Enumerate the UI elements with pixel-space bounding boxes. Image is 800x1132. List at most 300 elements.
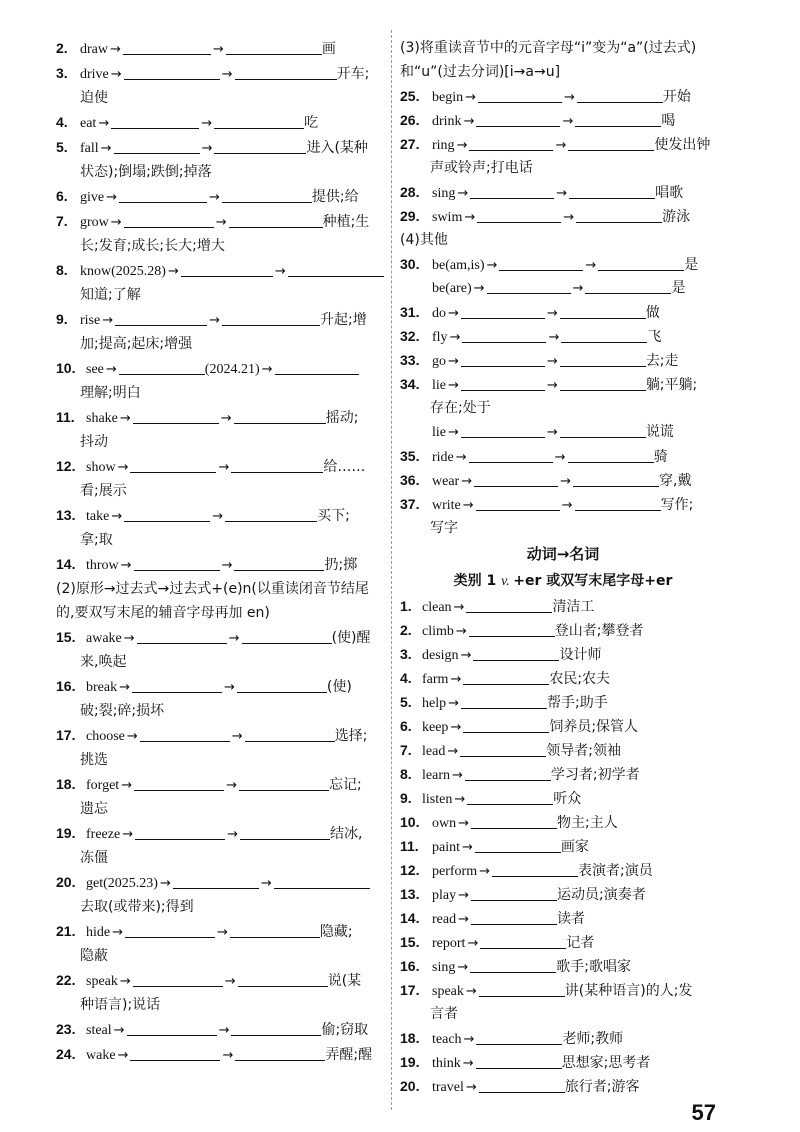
verb-entry: [400, 444, 726, 468]
base-form: draw: [80, 42, 108, 57]
base-form: forget: [86, 778, 120, 793]
arrow-icon: →: [212, 509, 224, 524]
answer-blank[interactable]: [124, 63, 220, 80]
verb-entry: [400, 930, 726, 954]
meaning: 清洁工: [552, 599, 595, 615]
answer-blank[interactable]: [127, 1019, 217, 1036]
verb-entry: [400, 714, 726, 738]
meaning: 吃: [304, 115, 319, 131]
page-number: 57: [691, 1100, 716, 1125]
arrow-icon: →: [460, 648, 472, 663]
meaning: 躺;平躺;: [645, 377, 698, 393]
arrow-icon: →: [227, 827, 238, 842]
arrow-icon: →: [461, 474, 473, 489]
answer-blank[interactable]: [115, 309, 207, 326]
base-form: break: [86, 680, 118, 695]
verb-entry: [400, 978, 726, 1002]
arrow-icon: →: [465, 984, 477, 999]
verb-entry: [56, 552, 382, 577]
answer-blank[interactable]: [137, 627, 227, 644]
entry-number: 10.: [400, 814, 420, 830]
answer-blank[interactable]: [575, 494, 661, 511]
answer-blank[interactable]: [460, 740, 546, 757]
meaning-continued: [56, 479, 382, 503]
base-form: go: [432, 354, 446, 369]
answer-blank[interactable]: [130, 1044, 220, 1061]
arrow-icon: →: [465, 90, 477, 105]
answer-blank[interactable]: [573, 470, 659, 487]
answer-blank[interactable]: [135, 823, 225, 840]
answer-blank[interactable]: [225, 505, 317, 522]
arrow-icon: →: [221, 558, 233, 573]
answer-blank[interactable]: [461, 421, 545, 438]
base-form: freeze: [86, 827, 121, 842]
arrow-icon: →: [119, 974, 131, 989]
left-column: [56, 36, 382, 1067]
verb-entry: [400, 468, 726, 492]
entry-number: 17.: [400, 982, 420, 998]
arrow-icon: →: [100, 141, 112, 156]
answer-blank[interactable]: [477, 206, 561, 223]
base-form: drink: [432, 114, 462, 129]
entry-number: 20.: [400, 1078, 420, 1094]
answer-blank[interactable]: [222, 309, 320, 326]
entry-number: 32.: [400, 328, 420, 344]
arrow-icon: →: [448, 425, 459, 440]
answer-blank[interactable]: [469, 446, 553, 463]
answer-blank[interactable]: [476, 494, 560, 511]
answer-blank[interactable]: [134, 774, 224, 791]
arrow-icon: →: [201, 141, 213, 156]
answer-blank[interactable]: [469, 134, 553, 151]
base-form: ring: [432, 138, 455, 153]
year-note: (2024.21): [204, 362, 260, 377]
answer-blank[interactable]: [576, 206, 662, 223]
answer-blank[interactable]: [124, 211, 214, 228]
verb-entry: [400, 1074, 726, 1098]
answer-blank[interactable]: [229, 211, 323, 228]
arrow-icon: →: [98, 116, 110, 131]
verb-entry: [56, 625, 382, 650]
answer-blank[interactable]: [123, 38, 211, 55]
base-form: throw: [86, 558, 119, 573]
entry-number: 19.: [56, 825, 76, 841]
arrow-icon: →: [455, 450, 467, 465]
base-form: travel: [432, 1080, 464, 1095]
verb-entry: [56, 968, 382, 993]
arrow-icon: →: [555, 138, 567, 153]
verb-entry: [56, 1017, 382, 1042]
answer-blank[interactable]: [492, 860, 578, 877]
meaning: 帮手;助手: [547, 695, 608, 711]
meaning: 老师;教师: [562, 1031, 624, 1047]
verb-entry: [56, 258, 382, 283]
meaning: 说谎: [645, 424, 674, 440]
answer-blank[interactable]: [111, 112, 199, 129]
answer-blank[interactable]: [222, 186, 312, 203]
arrow-icon: →: [546, 378, 558, 393]
answer-blank[interactable]: [560, 421, 646, 438]
arrow-icon: →: [261, 362, 273, 377]
answer-blank[interactable]: [560, 350, 646, 367]
arrow-icon: →: [450, 720, 462, 735]
entry-number: 15.: [400, 934, 420, 950]
answer-blank[interactable]: [598, 254, 684, 271]
meaning: 声或铃声;打电话: [430, 160, 533, 176]
arrow-icon: →: [274, 264, 286, 279]
section-3-rule: (3)将重读音节中的元音字母“i”变为“a”(过去式)和“u”(过去分词)[i→a→u]: [400, 40, 697, 80]
answer-blank[interactable]: [125, 921, 215, 938]
meaning: 唱歌: [655, 185, 684, 201]
base-form: do: [432, 306, 446, 321]
answer-blank[interactable]: [463, 716, 549, 733]
arrow-icon: →: [224, 680, 235, 695]
meaning: 存在;处于: [430, 400, 491, 416]
answer-blank[interactable]: [130, 456, 216, 473]
arrow-icon: →: [448, 306, 459, 321]
arrow-icon: →: [117, 460, 129, 475]
verb-entry: [400, 954, 726, 978]
meaning: 长;发育;成长;长大;增大: [80, 238, 225, 254]
answer-blank[interactable]: [234, 407, 326, 424]
answer-blank[interactable]: [140, 725, 230, 742]
arrow-icon: →: [467, 936, 479, 951]
answer-blank[interactable]: [478, 86, 562, 103]
answer-blank[interactable]: [475, 836, 561, 853]
verb-entry: [56, 772, 382, 797]
answer-blank[interactable]: [470, 182, 554, 199]
meaning: 听众: [553, 791, 582, 807]
entry-number: 16.: [56, 678, 76, 694]
base-form: swim: [432, 210, 463, 225]
arrow-icon: →: [473, 281, 485, 296]
answer-blank[interactable]: [245, 725, 335, 742]
base-form: perform: [432, 864, 478, 879]
arrow-icon: →: [448, 354, 459, 369]
answer-blank[interactable]: [479, 1076, 565, 1093]
answer-blank[interactable]: [238, 970, 328, 987]
meaning: 看;展示: [80, 483, 127, 499]
answer-blank[interactable]: [214, 137, 306, 154]
meaning: 迫使: [80, 90, 108, 106]
base-form: ride: [432, 450, 454, 465]
answer-blank[interactable]: [461, 374, 545, 391]
arrow-icon: →: [159, 876, 171, 891]
answer-blank[interactable]: [476, 110, 560, 127]
arrow-icon: →: [126, 729, 138, 744]
verb-entry: [400, 906, 726, 930]
answer-blank[interactable]: [461, 302, 545, 319]
entry-number: 18.: [400, 1030, 420, 1046]
verb-entry: [400, 594, 726, 618]
meaning: 冻僵: [80, 850, 108, 866]
meaning: 偷;窃取: [321, 1022, 369, 1038]
meaning: 画家: [560, 839, 589, 855]
answer-blank[interactable]: [124, 505, 210, 522]
verb-entry: [400, 324, 726, 348]
base-form: see: [86, 362, 104, 377]
arrow-icon: →: [546, 425, 558, 440]
meaning: 思想家;思考者: [561, 1055, 651, 1071]
answer-blank[interactable]: [466, 596, 552, 613]
answer-blank[interactable]: [471, 884, 557, 901]
meaning: 去;走: [645, 353, 679, 369]
answer-blank[interactable]: [467, 788, 553, 805]
arrow-icon: →: [119, 680, 130, 695]
base-form: begin: [432, 90, 464, 105]
answer-blank[interactable]: [560, 374, 646, 391]
entry-number: 3.: [400, 646, 412, 662]
answer-blank[interactable]: [476, 1028, 562, 1045]
answer-blank[interactable]: [577, 86, 663, 103]
answer-blank[interactable]: [231, 1019, 321, 1036]
entry-number: 24.: [56, 1046, 76, 1062]
base-form: speak: [432, 984, 464, 999]
answer-blank[interactable]: [499, 254, 583, 271]
meaning-continued: [56, 234, 382, 258]
answer-blank[interactable]: [231, 456, 323, 473]
meaning-continued: [56, 748, 382, 772]
meaning-continued: [56, 650, 382, 674]
verb-entry: [56, 110, 382, 135]
answer-blank[interactable]: [114, 137, 200, 154]
base-form: drive: [80, 67, 109, 82]
answer-blank[interactable]: [461, 350, 545, 367]
answer-blank[interactable]: [463, 668, 549, 685]
answer-blank[interactable]: [473, 644, 559, 661]
arrow-icon: →: [556, 186, 568, 201]
verb-entry: [56, 1042, 382, 1067]
category-name: 类别 1: [453, 573, 502, 589]
answer-blank[interactable]: [235, 63, 337, 80]
base-form: read: [432, 912, 457, 927]
arrow-icon: →: [123, 631, 135, 646]
arrow-icon: →: [224, 974, 236, 989]
verb-entry: [400, 738, 726, 762]
entry-number: 11.: [400, 838, 419, 854]
entry-number: 5.: [400, 694, 412, 710]
meaning: 升起;增: [320, 312, 367, 328]
meaning-continued: [56, 797, 382, 821]
verb-entry: [400, 132, 726, 156]
arrow-icon: →: [119, 411, 131, 426]
verb-entry: [400, 492, 726, 516]
answer-blank[interactable]: [239, 774, 329, 791]
answer-blank[interactable]: [173, 872, 259, 889]
meaning-continued: [56, 332, 382, 356]
verb-entry: [400, 300, 726, 324]
arrow-icon: →: [450, 672, 462, 687]
meaning: 表演者;演员: [578, 863, 653, 879]
answer-blank[interactable]: [480, 932, 566, 949]
part-of-speech: v.: [501, 574, 514, 589]
arrow-icon: →: [218, 460, 230, 475]
answer-blank[interactable]: [471, 908, 557, 925]
answer-blank[interactable]: [288, 260, 384, 277]
arrow-icon: →: [167, 264, 179, 279]
meaning: 做: [645, 305, 660, 321]
base-form: fall: [80, 141, 99, 156]
meaning: 登山者;攀登者: [554, 623, 644, 639]
entry-number: 23.: [56, 1021, 76, 1037]
verb-entry: [56, 36, 382, 61]
meaning: 领导者;领袖: [546, 743, 621, 759]
entry-number: 4.: [400, 670, 412, 686]
meaning: 飞: [647, 329, 662, 345]
meaning: 拿;取: [80, 532, 113, 548]
arrow-icon: →: [222, 1048, 234, 1063]
entry-number: 20.: [56, 874, 76, 890]
answer-blank[interactable]: [465, 764, 551, 781]
base-form: rise: [80, 313, 101, 328]
entry-number: 19.: [400, 1054, 420, 1070]
answer-blank[interactable]: [181, 260, 273, 277]
entry-number: 9.: [56, 311, 68, 327]
arrow-icon: →: [221, 67, 233, 82]
answer-blank[interactable]: [214, 112, 304, 129]
arrow-icon: →: [465, 1080, 477, 1095]
entry-number: 2.: [56, 40, 68, 56]
right-column: [400, 36, 726, 1098]
answer-blank[interactable]: [568, 446, 654, 463]
base-form: think: [432, 1056, 461, 1071]
answer-blank[interactable]: [479, 980, 565, 997]
entry-number: 17.: [56, 727, 76, 743]
meaning: 来,唤起: [80, 654, 127, 670]
arrow-icon: →: [231, 729, 243, 744]
answer-blank[interactable]: [133, 970, 223, 987]
arrow-icon: →: [215, 215, 227, 230]
answer-blank[interactable]: [569, 182, 655, 199]
verb-entry: [400, 204, 726, 228]
verb-entry: [400, 834, 726, 858]
entry-number: 33.: [400, 352, 420, 368]
meaning: 状态);倒塌;跌倒;掉落: [80, 164, 212, 180]
arrow-icon: →: [464, 210, 476, 225]
arrow-icon: →: [451, 768, 463, 783]
meaning: 选择;: [334, 728, 368, 744]
entry-number: 37.: [400, 496, 420, 512]
answer-blank[interactable]: [230, 921, 320, 938]
meaning: 种植;生: [322, 214, 370, 230]
answer-blank[interactable]: [471, 812, 557, 829]
arrow-icon: →: [462, 840, 473, 855]
arrow-icon: →: [117, 1048, 129, 1063]
answer-blank[interactable]: [470, 956, 556, 973]
meaning-continued: [400, 516, 726, 540]
verb-entry: [56, 919, 382, 944]
meaning: 忘记;: [329, 777, 362, 793]
meaning: 破;裂;碎;损坏: [80, 703, 165, 719]
meaning: 理解;明白: [80, 385, 141, 401]
arrow-icon: →: [486, 258, 498, 273]
answer-blank[interactable]: [119, 358, 205, 375]
answer-blank[interactable]: [469, 620, 555, 637]
entry-number: 6.: [56, 188, 68, 204]
entry-number: 36.: [400, 472, 420, 488]
meaning: 画: [321, 41, 336, 57]
entry-number: 10.: [56, 360, 76, 376]
base-form: report: [432, 936, 466, 951]
answer-blank[interactable]: [568, 134, 654, 151]
answer-blank[interactable]: [242, 627, 332, 644]
answer-blank[interactable]: [234, 554, 324, 571]
meaning: 遗忘: [80, 801, 108, 817]
entry-number: 15.: [56, 629, 76, 645]
answer-blank[interactable]: [235, 1044, 325, 1061]
arrow-icon: →: [110, 42, 121, 57]
entry-number: 18.: [56, 776, 76, 792]
verb-entry: [400, 252, 726, 276]
entry-number: 4.: [56, 114, 68, 130]
answer-blank[interactable]: [237, 676, 327, 693]
answer-blank[interactable]: [575, 110, 661, 127]
verb-entry: [400, 786, 726, 810]
verb-entry: [400, 420, 726, 444]
meaning: 使发出钟: [654, 137, 711, 153]
answer-blank[interactable]: [474, 470, 558, 487]
category-rule: +er 或双写末尾字母+er: [513, 573, 673, 589]
verb-entry: [56, 307, 382, 332]
answer-blank[interactable]: [132, 676, 222, 693]
answer-blank[interactable]: [275, 358, 359, 375]
answer-blank[interactable]: [561, 326, 647, 343]
base-form: be(am,is): [432, 258, 485, 273]
meaning: 游泳: [662, 209, 691, 225]
meaning: 设计师: [559, 647, 602, 663]
verb-entry: [400, 666, 726, 690]
arrow-icon: →: [209, 313, 221, 328]
verb-entry: [400, 348, 726, 372]
verb-entry: [56, 405, 382, 430]
arrow-icon: →: [111, 509, 123, 524]
answer-blank[interactable]: [461, 692, 547, 709]
answer-blank[interactable]: [240, 823, 330, 840]
answer-blank[interactable]: [462, 326, 546, 343]
meaning: 饲养员;保管人: [549, 719, 639, 735]
base-form: clean: [422, 600, 452, 615]
arrow-icon: →: [447, 744, 459, 759]
arrow-icon: →: [462, 498, 474, 513]
arrow-icon: →: [454, 792, 466, 807]
meaning: 挑选: [80, 752, 108, 768]
meaning: 弄醒;醒: [325, 1047, 373, 1063]
answer-blank[interactable]: [274, 872, 370, 889]
answer-blank[interactable]: [226, 38, 322, 55]
answer-blank[interactable]: [134, 554, 220, 571]
arrow-icon: →: [120, 558, 132, 573]
meaning: 骑: [653, 449, 668, 465]
answer-blank[interactable]: [487, 277, 571, 294]
arrow-icon: →: [554, 450, 566, 465]
verb-entry: [400, 84, 726, 108]
base-form: wear: [432, 474, 460, 489]
arrow-icon: →: [562, 114, 574, 129]
entry-number: 6.: [400, 718, 412, 734]
arrow-icon: →: [448, 378, 459, 393]
meaning: 写字: [430, 520, 458, 536]
answer-blank[interactable]: [560, 302, 646, 319]
answer-blank[interactable]: [133, 407, 219, 424]
arrow-icon: →: [228, 631, 240, 646]
entry-number: 2.: [400, 622, 412, 638]
answer-blank[interactable]: [585, 277, 671, 294]
answer-blank[interactable]: [476, 1052, 562, 1069]
answer-blank[interactable]: [119, 186, 207, 203]
meaning: 开车;: [336, 66, 370, 82]
entry-number: 3.: [56, 65, 68, 81]
category-label: [400, 568, 726, 594]
